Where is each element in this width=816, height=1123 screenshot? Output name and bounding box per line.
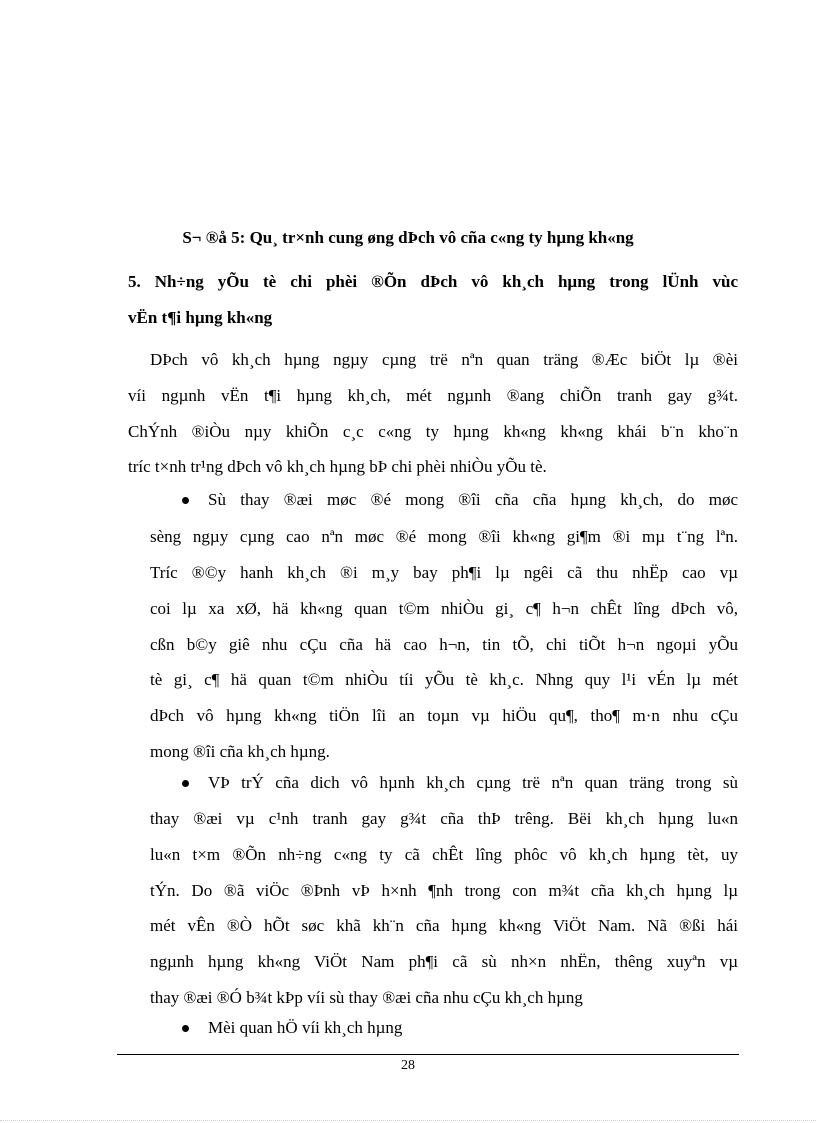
- footer-divider: [117, 1054, 739, 1055]
- bullet-2-line: VÞ trÝ cña dich vô hµnh kh¸ch cµng trë nªn quan träng trong sù: [208, 773, 738, 792]
- bullet-2-line: thay ®æi ®Ó b¾t kÞp víi sù thay ®æi cña nhu cÇu kh¸ch hµng: [150, 988, 583, 1007]
- bullet-2-line: tÝn. Do ®ã viÖc ®Þnh vÞ h×nh ¶nh trong con m¾t cña kh¸ch hµng lµ: [150, 881, 738, 900]
- intro-paragraph-line: DÞch vô kh¸ch hµng ngµy cµng trë nªn quan träng ®Æc biÖt lµ ®èi: [150, 350, 738, 369]
- section-heading-line-1: 5. Nh÷ng yÕu tè chi phèi ®Õn dÞch vô kh¸ch hµng trong lÜnh vùc: [128, 272, 738, 291]
- bullet-3-line: Mèi quan hÖ víi kh¸ch hµng: [208, 1018, 403, 1037]
- bullet-icon: [182, 780, 189, 787]
- bullet-1-line: coi lµ xa xØ, hä kh«ng quan t©m nhiÒu gi¸ c¶ h¬n chÊt lîng dÞch vô,: [150, 599, 738, 618]
- bullet-2-line: lu«n t×m ®Õn nh÷ng c«ng ty cã chÊt lîng phôc vô kh¸ch hµng tèt, uy: [150, 845, 738, 864]
- bullet-1-line: sèng ngµy cµng cao nªn møc ®é mong ®îi kh«ng gi¶m ®i mµ t¨ng lªn.: [150, 527, 738, 546]
- bullet-1-line: Tríc ®©y hanh kh¸ch ®i m¸y bay ph¶i lµ ngêi cã thu nhËp cao vµ: [150, 563, 738, 582]
- page-bottom-border: [0, 1120, 816, 1121]
- bullet-icon: [182, 1025, 189, 1032]
- intro-paragraph-line: víi ngµnh vËn t¶i hµng kh¸ch, mét ngµnh ®ang chiÕn tranh gay g¾t.: [128, 386, 738, 405]
- bullet-1-line: dÞch vô hµng kh«ng tiÖn lîi an toµn vµ hiÖu qu¶, tho¶ m·n nhu cÇu: [150, 706, 738, 725]
- bullet-1-line: cßn b©y giê nhu cÇu cña hä cao h¬n, tin tÕ, chi tiÕt h¬n ngoµi yÕu: [150, 635, 738, 654]
- bullet-1-line: tè gi¸ c¶ hä quan t©m nhiÒu tíi yÕu tè kh¸c. Nhng quy l¹i vÉn lµ mét: [150, 670, 738, 689]
- page-number: 28: [401, 1058, 415, 1073]
- bullet-1-line: mong ®îi cña kh¸ch hµng.: [150, 742, 330, 761]
- bullet-2-line: ngµnh hµng kh«ng ViÖt Nam ph¶i cã sù nh×n nhËn, thêng xuyªn vµ: [150, 952, 738, 971]
- intro-paragraph-line: tríc t×nh tr¹ng dÞch vô kh¸ch hµng bÞ chi phèi nhiÒu yÕu tè.: [128, 457, 547, 476]
- bullet-2-line: thay ®æi vµ c¹nh tranh gay g¾t cña thÞ trêng. Bëi kh¸ch hµng lu«n: [150, 809, 738, 828]
- intro-paragraph-line: ChÝnh ®iÒu nµy khiÕn c¸c c«ng ty hµng kh«ng kh«ng khái b¨n kho¨n: [128, 422, 738, 441]
- bullet-1-line: Sù thay ®æi møc ®é mong ®îi cña cña hµng kh¸ch, do møc: [208, 490, 738, 509]
- section-heading-line-2: vËn t¶i hµng kh«ng: [128, 308, 273, 327]
- figure-caption: S¬ ®å 5: Qu¸ tr×nh cung øng dÞch vô cña c«ng ty hµng kh«ng: [182, 228, 634, 247]
- bullet-icon: [182, 497, 189, 504]
- bullet-2-line: mét vÊn ®Ò hÕt søc khã kh¨n cña hµng kh«ng ViÖt Nam. Nã ®ßi hái: [150, 916, 738, 935]
